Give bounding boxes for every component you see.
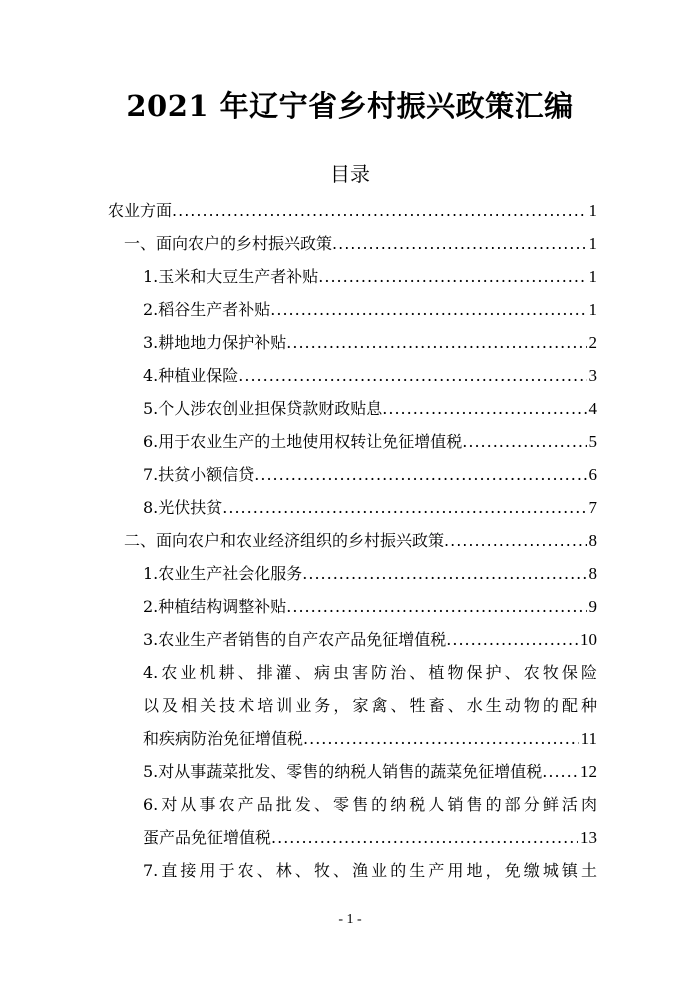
toc-leader-dots	[286, 326, 586, 359]
toc-entry-title: 2.种植结构调整补贴	[143, 597, 287, 616]
toc-entry-title: 4.种植业保险	[143, 366, 239, 385]
toc-entry-title: 3.耕地地力保护补贴	[143, 333, 287, 352]
toc-leader-dots	[238, 359, 586, 392]
toc-entry-last-line	[143, 722, 597, 755]
toc-entry-last-line	[143, 821, 597, 854]
toc-entry[interactable]	[143, 326, 597, 359]
toc-entry[interactable]	[124, 227, 597, 260]
toc-entry[interactable]	[143, 590, 597, 623]
toc-leader-dots	[446, 623, 578, 656]
toc-entry-title: 1.农业生产社会化服务	[143, 564, 303, 583]
toc-leader-dots	[444, 524, 586, 557]
toc-page-number: 12	[580, 762, 597, 781]
toc-page-number: 5	[588, 432, 597, 451]
toc-entry[interactable]	[143, 458, 597, 491]
table-of-contents	[108, 194, 597, 887]
toc-entry[interactable]	[143, 392, 597, 425]
toc-page-number: 3	[588, 366, 597, 385]
toc-entry-title: 农业方面	[108, 201, 173, 220]
toc-entry[interactable]	[124, 524, 597, 557]
toc-leader-dots	[286, 590, 586, 623]
toc-entry[interactable]	[143, 557, 597, 590]
toc-entry[interactable]	[143, 260, 597, 293]
toc-entry-title: 6.用于农业生产的土地使用权转让免征增值税	[143, 432, 463, 451]
toc-entry-multiline[interactable]	[143, 656, 597, 755]
toc-page-number: 1	[588, 234, 597, 253]
toc-entry-title: 二、面向农户和农业经济组织的乡村振兴政策	[124, 531, 445, 550]
toc-page-number: 8	[588, 531, 597, 550]
toc-page-number: 1	[588, 267, 597, 286]
toc-leader-dots	[270, 293, 586, 326]
toc-entry[interactable]	[143, 755, 597, 788]
toc-page-number: 6	[588, 465, 597, 484]
toc-page-number: 8	[588, 564, 597, 583]
toc-leader-dots	[382, 392, 586, 425]
toc-page-number: 7	[588, 498, 597, 517]
toc-leader-dots	[332, 227, 586, 260]
toc-page-number: 9	[588, 597, 597, 616]
toc-page-number: 10	[580, 630, 597, 649]
toc-entry[interactable]	[143, 359, 597, 392]
toc-entry-line: 以及相关技术培训业务，家禽、牲畜、水生动物的配种	[143, 696, 597, 715]
toc-entry[interactable]	[143, 623, 597, 656]
toc-leader-dots	[542, 755, 578, 788]
toc-leader-dots	[271, 821, 578, 854]
toc-entry-title: 5.对从事蔬菜批发、零售的纳税人销售的蔬菜免征增值税	[143, 762, 543, 781]
toc-leader-dots	[303, 722, 579, 755]
toc-entry[interactable]	[143, 293, 597, 326]
toc-entry-title: 一、面向农户的乡村振兴政策	[124, 234, 333, 253]
toc-heading: 目录	[330, 162, 370, 186]
toc-page-number: 11	[580, 729, 597, 748]
toc-leader-dots	[462, 425, 586, 458]
toc-leader-dots	[318, 260, 586, 293]
toc-entry[interactable]	[108, 194, 597, 227]
page-number: - 1 -	[338, 912, 362, 927]
toc-entry-multiline[interactable]	[143, 854, 597, 887]
document-title: 2021 年辽宁省乡村振兴政策汇编	[126, 89, 574, 123]
toc-page-number: 1	[588, 201, 597, 220]
toc-page-number: 2	[588, 333, 597, 352]
toc-page-number: 13	[580, 828, 597, 847]
toc-entry-line: 6.对从事农产品批发、零售的纳税人销售的部分鲜活肉	[143, 795, 597, 814]
toc-entry[interactable]	[143, 491, 597, 524]
toc-entry-line: 7.直接用于农、林、牧、渔业的生产用地，免缴城镇土	[143, 861, 597, 880]
toc-entry-title: 7.扶贫小额信贷	[143, 465, 255, 484]
toc-page-number: 1	[588, 300, 597, 319]
toc-entry-title: 和疾病防治免征增值税	[143, 729, 304, 748]
toc-page-number: 4	[588, 399, 597, 418]
toc-entry[interactable]	[143, 425, 597, 458]
toc-leader-dots	[172, 194, 586, 227]
toc-entry-title: 8.光伏扶贫	[143, 498, 223, 517]
toc-entry-title: 3.农业生产者销售的自产农产品免征增值税	[143, 630, 447, 649]
toc-leader-dots	[254, 458, 586, 491]
toc-entry-title: 1.玉米和大豆生产者补贴	[143, 267, 319, 286]
toc-leader-dots	[302, 557, 586, 590]
toc-entry-title: 蛋产品免征增值税	[143, 828, 272, 847]
toc-entry-title: 2.稻谷生产者补贴	[143, 300, 271, 319]
toc-entry-title: 5.个人涉农创业担保贷款财政贴息	[143, 399, 383, 418]
toc-leader-dots	[222, 491, 586, 524]
toc-entry-line: 4.农业机耕、排灌、病虫害防治、植物保护、农牧保险	[143, 663, 597, 682]
toc-entry-multiline[interactable]	[143, 788, 597, 854]
